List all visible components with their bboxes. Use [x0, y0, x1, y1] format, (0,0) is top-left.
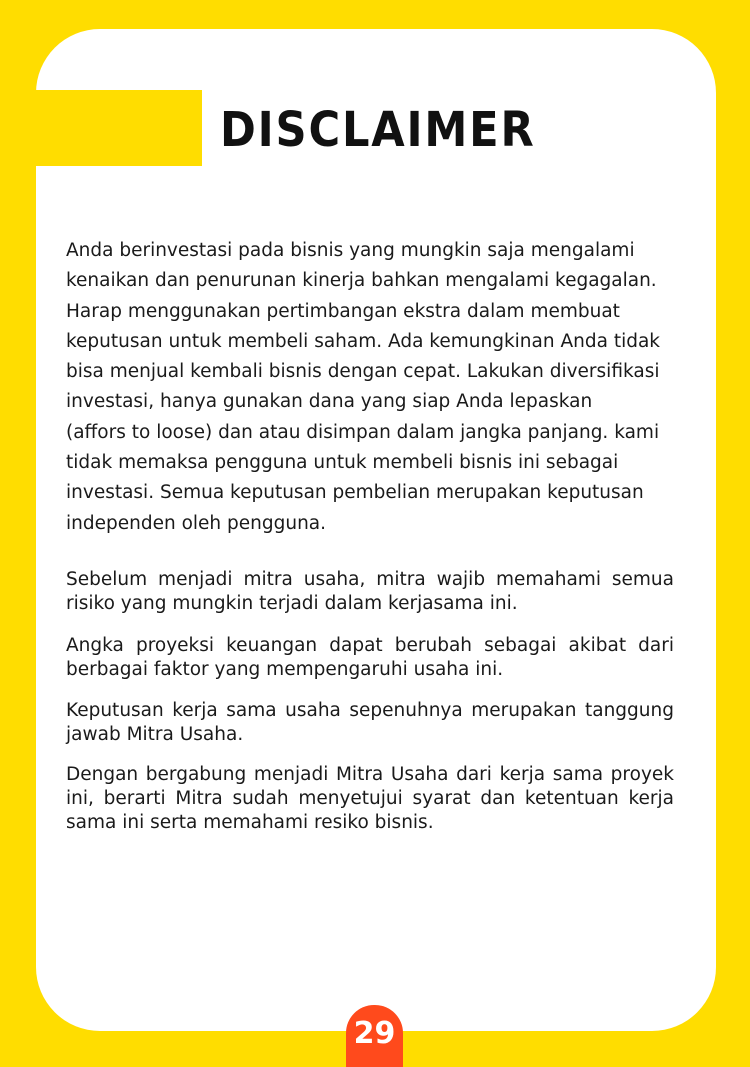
paragraph-line: risiko yang mungkin terjadi dalam kerjasama ini. [66, 593, 518, 614]
intro-line: investasi, hanya gunakan dana yang siap Anda lepaskan [66, 391, 593, 413]
intro-line: keputusan untuk membeli saham. Ada kemungkinan Anda tidak [66, 330, 661, 352]
title-accent-band [0, 90, 202, 166]
paragraph-line: Sebelum menjadi mitra usaha, mitra wajib memahami semua [66, 569, 674, 590]
page-title: DISCLAIMER [220, 102, 536, 158]
intro-line: tidak memaksa pengguna untuk membeli bisnis ini sebagai [66, 452, 619, 474]
intro-line: investasi. Semua keputusan pembelian merupakan keputusan [66, 482, 644, 504]
intro-paragraph [66, 236, 701, 539]
paragraph-line: ini, berarti Mitra sudah menyetujui syarat dan ketentuan kerja [66, 788, 674, 809]
intro-line: bisa menjual kembali bisnis dengan cepat. Lakukan diversifikasi [66, 361, 660, 383]
paragraph-line: berbagai faktor yang mempengaruhi usaha ini. [66, 659, 504, 680]
paragraph-line: Keputusan kerja sama usaha sepenuhnya merupakan tanggung [66, 700, 674, 721]
paragraph-line: Angka proyeksi keuangan dapat berubah sebagai akibat dari [66, 635, 674, 656]
paragraph-line: jawab Mitra Usaha. [66, 724, 244, 745]
paragraph-line: Dengan bergabung menjadi Mitra Usaha dari kerja sama proyek [66, 764, 674, 785]
page-number: 29 [353, 1016, 396, 1051]
projection-paragraph [66, 634, 674, 682]
agreement-paragraph [66, 763, 674, 835]
intro-line: Anda berinvestasi pada bisnis yang mungkin saja mengalami [66, 240, 635, 261]
intro-line: Harap menggunakan pertimbangan ekstra dalam membuat [66, 300, 620, 322]
intro-line: independen oleh pengguna. [66, 512, 327, 534]
risk-paragraph [66, 568, 674, 616]
intro-line: kenaikan dan penurunan kinerja bahkan mengalami kegagalan. [66, 270, 657, 292]
paragraph-line: sama ini serta memahami resiko bisnis. [66, 812, 434, 833]
responsibility-paragraph [66, 699, 674, 747]
intro-line: (affors to loose) dan atau disimpan dalam jangka panjang. kami [66, 421, 660, 443]
